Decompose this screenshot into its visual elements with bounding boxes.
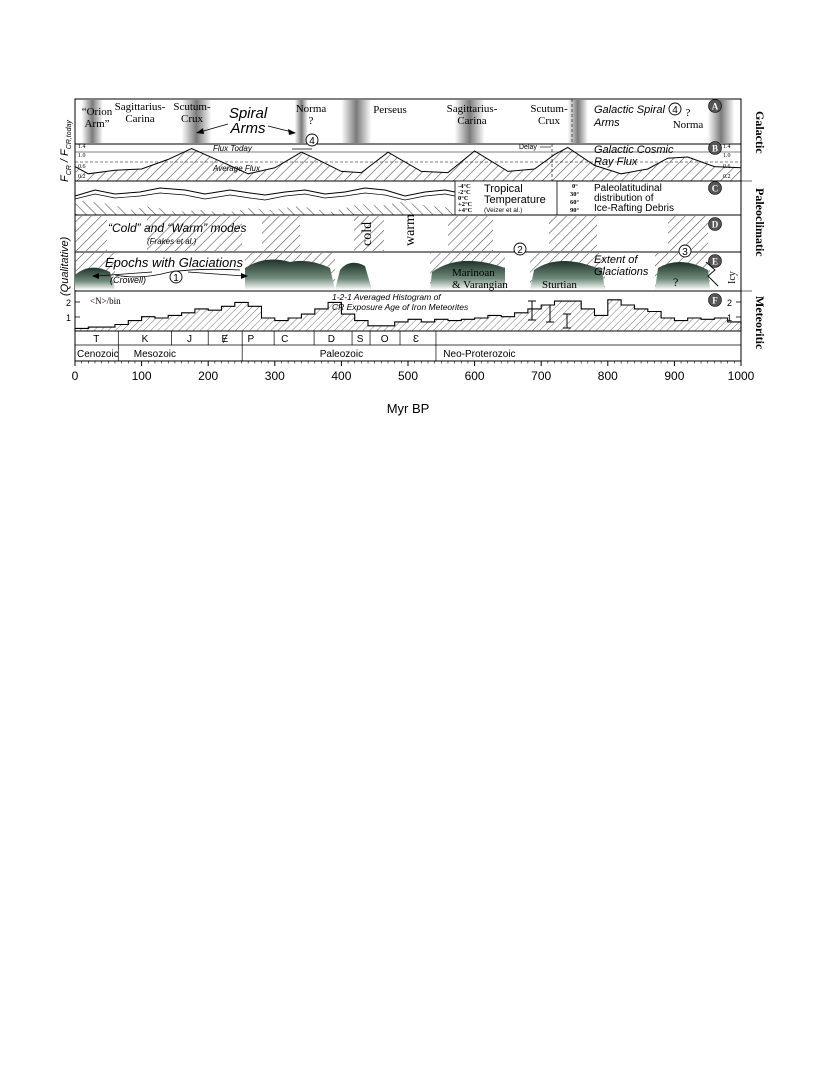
delay-label: Delay <box>519 144 537 151</box>
x-tick-label: 1000 <box>727 369 755 383</box>
x-tick-label: 600 <box>464 369 485 383</box>
hist-tick-left-1: 1 <box>66 313 72 323</box>
hist-bar <box>435 319 448 331</box>
left-axis-label: $F_{CR} / F_{CR,today}$ <box>59 120 73 182</box>
hist-bar <box>408 319 421 331</box>
hist-bar <box>128 321 141 331</box>
period-label: P <box>247 334 255 345</box>
period-label: Ɇ <box>221 334 229 345</box>
panel-f-ylabel: <N>/bin <box>90 296 121 306</box>
x-tick-label: 900 <box>664 369 685 383</box>
panel-letter: E <box>711 256 719 267</box>
hist-bar <box>475 318 488 331</box>
icy-label: Icy <box>727 271 738 284</box>
panel-a-spiral-arms <box>75 99 741 144</box>
panel-c-title: Tropical Temperature <box>484 183 546 206</box>
flux-tick-right-3: 0.6 <box>723 164 731 170</box>
figure-svg <box>0 0 830 420</box>
hist-bar <box>674 321 687 331</box>
x-tick-label: 500 <box>397 369 419 383</box>
hist-bar <box>355 321 368 331</box>
extent-label: Extent of Glaciations <box>594 254 649 278</box>
panel-a-marker: 4 <box>672 105 678 116</box>
temp-tick-1: -4°C <box>458 183 471 190</box>
hist-bar <box>621 305 634 331</box>
hist-bar <box>581 309 594 331</box>
side-label-galactic: Galactic <box>753 111 767 154</box>
period-label: Ɛ <box>412 334 420 345</box>
hist-bar <box>541 305 554 331</box>
hist-bar <box>648 312 661 332</box>
hist-bar <box>288 318 301 331</box>
lat-tick-4: 90° <box>570 207 580 214</box>
warm-label: warm <box>403 214 418 246</box>
hist-bar <box>368 326 381 331</box>
hist-bar <box>634 309 647 331</box>
arm-label-perseus: Perseus <box>373 104 407 116</box>
glaciation-marker-3: 3 <box>682 247 688 258</box>
period-label: T <box>93 334 100 345</box>
hist-bar <box>661 318 674 331</box>
lat-tick-1: 0° <box>572 183 578 190</box>
hist-bar <box>261 318 274 331</box>
temp-tick-4: +2°C <box>458 201 473 208</box>
flux-tick-left-4: 0.2 <box>78 174 86 180</box>
hist-bar <box>182 313 195 331</box>
panel-letter: C <box>711 183 719 194</box>
arm-label-scutum-1: Scutum-Crux <box>173 101 211 125</box>
period-label: S <box>356 334 364 345</box>
question-label: ? <box>673 275 679 289</box>
hist-bar <box>341 314 354 331</box>
hist-tick-left-2: 2 <box>66 298 72 308</box>
arm-label-orion: “Orion Arm” <box>81 106 113 130</box>
hist-bar <box>142 317 155 331</box>
x-axis-label: Myr BP <box>386 401 430 416</box>
side-label-paleoclimatic: Paleoclimatic <box>753 188 767 257</box>
panel-letter: A <box>711 101 719 112</box>
hist-bar <box>168 315 181 331</box>
hist-bar <box>594 315 607 331</box>
period-label: J <box>187 334 193 345</box>
arm-label-norma-2: ? Norma <box>672 107 704 131</box>
hist-bar <box>88 327 101 331</box>
flux-tick-left-2: 1.0 <box>78 153 86 159</box>
era-label: Paleozoic <box>319 349 364 360</box>
geologic-timescale <box>75 331 741 361</box>
hist-bar <box>501 317 514 331</box>
period-label: D <box>327 334 336 345</box>
period-label: K <box>141 334 149 345</box>
hist-bar <box>461 319 474 331</box>
hist-bar <box>395 322 408 331</box>
arm-label-scutum-2: Scutum-Crux <box>530 103 568 127</box>
hist-bar <box>555 301 568 331</box>
hist-bar <box>701 319 714 331</box>
flux-tick-right-1: 1.4 <box>723 144 731 150</box>
temp-tick-2: -2°C <box>458 189 471 196</box>
panel-e-title: Epochs with Glaciations <box>105 255 244 270</box>
hist-tick-right-2: 2 <box>727 298 733 308</box>
x-tick-label: 0 <box>71 369 79 383</box>
period-label: O <box>380 334 389 345</box>
hist-bar <box>688 318 701 331</box>
panel-c-lat-title: Paleolatitudinal distribution of Ice-Rafting Debris <box>594 183 675 214</box>
x-tick-label: 300 <box>264 369 285 383</box>
panel-letter: F <box>712 295 718 306</box>
panel-letter: D <box>711 219 719 230</box>
temp-tick-3: 0°C <box>458 195 469 202</box>
era-label: Cenozoic <box>77 349 119 360</box>
panel-e-source: (Crowell) <box>110 275 146 285</box>
flux-today-label: Flux Today <box>213 144 252 153</box>
marinoan-label: Marinoan & Varangian <box>452 267 508 291</box>
hist-bar <box>222 306 235 331</box>
hist-bar <box>155 318 168 331</box>
panel-d-modes <box>75 214 741 252</box>
side-label-meteoritic: Meteoritic <box>753 296 767 350</box>
panel-f-histogram <box>66 291 741 331</box>
x-tick-label: 200 <box>198 369 219 383</box>
hist-bar <box>381 326 394 331</box>
lat-tick-3: 60° <box>570 199 580 206</box>
temp-tick-5: +4°C <box>458 207 473 214</box>
flux-tick-left-1: 1.4 <box>78 144 86 150</box>
cold-label: cold <box>360 221 375 246</box>
qualitative-label: (Qualitative) <box>59 236 71 296</box>
x-tick-label: 400 <box>331 369 352 383</box>
panel-d-source: (Frakes et al.) <box>147 237 197 246</box>
arm-band-4 <box>341 100 371 143</box>
hist-bar <box>608 300 621 331</box>
x-tick-label: 800 <box>597 369 618 383</box>
hist-bar <box>102 327 115 331</box>
hist-bar <box>568 301 581 331</box>
hist-tick-right-1: 1 <box>727 313 733 323</box>
flux-tick-right-2: 1.0 <box>723 153 731 159</box>
spiral-arms-label: Spiral Arms <box>228 105 268 137</box>
hist-bar <box>515 313 528 331</box>
hist-bar <box>115 325 128 332</box>
period-label: C <box>281 334 289 345</box>
era-label: Mesozoic <box>133 349 177 360</box>
hist-bar <box>208 310 221 331</box>
lat-tick-2: 30° <box>570 191 580 198</box>
hist-bar <box>195 309 208 331</box>
panel-c-source: (Veizer et al.) <box>484 207 523 214</box>
panel-c-temperature <box>75 181 741 215</box>
hist-bar <box>421 322 434 331</box>
panel-f-title: 1-2-1 Averaged Histogram of CR Exposure Age of Iron Meteorites <box>332 292 469 312</box>
hist-bar <box>235 302 248 331</box>
hist-bar <box>728 322 741 331</box>
side-labels <box>741 99 767 361</box>
panel-letter: B <box>711 143 719 154</box>
glaciation-marker-1: 1 <box>173 273 179 284</box>
glaciation-marker-2: 2 <box>517 245 523 256</box>
arm-band-6 <box>568 100 588 143</box>
hist-bar <box>301 314 314 331</box>
panel-d-title: “Cold” and “Warm” modes <box>108 221 247 235</box>
panel-b-title: Galactic Cosmic Ray Flux <box>594 144 674 168</box>
hist-bar <box>714 318 727 331</box>
arm-label-norma-1: Norma ? <box>295 103 327 127</box>
hist-bar <box>275 321 288 331</box>
average-flux-label: Average Flux <box>213 164 260 173</box>
x-tick-label: 700 <box>531 369 552 383</box>
panel-a-title: Galactic Spiral Arms <box>594 104 665 129</box>
sturtian-label: Sturtian <box>542 279 577 291</box>
hist-bar <box>488 315 501 331</box>
era-label: Neo-Proterozoic <box>443 349 516 360</box>
arm-label-sagittarius-2: Sagittarius-Carina <box>446 103 498 127</box>
hist-bar <box>448 321 461 331</box>
panel-b-marker: 4 <box>309 136 315 147</box>
arm-label-sagittarius-1: Sagittarius-Carina <box>114 101 166 125</box>
x-tick-label: 100 <box>131 369 152 383</box>
flux-tick-right-4: 0.2 <box>723 174 731 180</box>
x-axis <box>72 361 755 416</box>
flux-tick-left-3: 0.6 <box>78 164 86 170</box>
hist-bar <box>248 306 261 331</box>
hist-bar <box>315 309 328 331</box>
